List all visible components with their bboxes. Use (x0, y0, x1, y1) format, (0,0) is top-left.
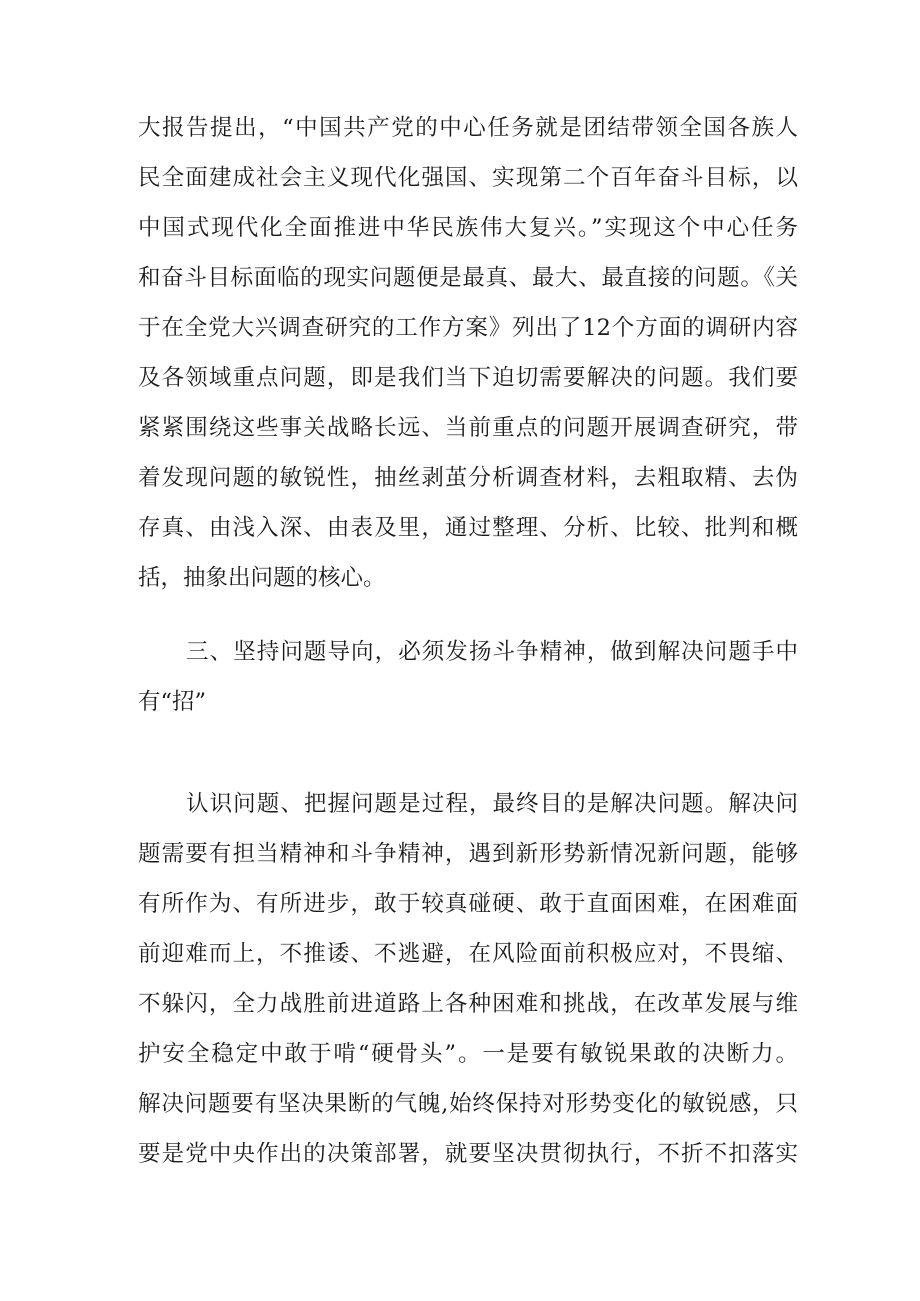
heading-line: 三、坚持问题导向，必须发扬斗争精神，做到解决问题手中 (186, 639, 798, 665)
paragraph-line: 护安全稳定中敢于啃“硬骨头”。一是要有敏锐果敢的决断力。 (138, 1041, 798, 1067)
paragraph-line: 于在全党大兴调查研究的工作方案》列出了12个方面的调研内容 (138, 315, 798, 341)
heading-line: 有“招” (138, 689, 207, 715)
paragraph-line: 着发现问题的敏锐性，抽丝剥茧分析调查材料，去粗取精、去伪 (138, 465, 798, 491)
paragraph-line: 要是党中央作出的决策部署，就要坚决贯彻执行，不折不扣落实 (138, 1141, 798, 1167)
paragraph-line: 解决问题要有坚决果断的气魄,始终保持对形势变化的敏锐感，只 (138, 1091, 798, 1117)
paragraph-line: 括，抽象出问题的核心。 (138, 565, 386, 591)
paragraph-line: 紧紧围绕这些事关战略长远、当前重点的问题开展调查研究，带 (138, 415, 798, 441)
paragraph-line: 不躲闪，全力战胜前进道路上各种困难和挑战，在改革发展与维 (138, 991, 798, 1017)
paragraph-line: 民全面建成社会主义现代化强国、实现第二个百年奋斗目标，以 (138, 165, 798, 191)
paragraph-line: 存真、由浅入深、由表及里，通过整理、分析、比较、批判和概 (138, 515, 798, 541)
paragraph-line: 题需要有担当精神和斗争精神，遇到新形势新情况新问题，能够 (138, 841, 798, 867)
paragraph-line: 及各领域重点问题，即是我们当下迫切需要解决的问题。我们要 (138, 365, 798, 391)
paragraph-line: 认识问题、把握问题是过程，最终目的是解决问题。解决问 (186, 791, 798, 817)
paragraph-line: 中国式现代化全面推进中华民族伟大复兴。”实现这个中心任务 (138, 215, 798, 241)
paragraph-line: 大报告提出，“中国共产党的中心任务就是团结带领全国各族人 (138, 115, 798, 141)
paragraph-line: 前迎难而上，不推诿、不逃避，在风险面前积极应对，不畏缩、 (138, 941, 798, 967)
paragraph-line: 和奋斗目标面临的现实问题便是最真、最大、最直接的问题。《关 (138, 265, 798, 291)
paragraph-line: 有所作为、有所进步，敢于较真碰硬、敢于直面困难，在困难面 (138, 891, 798, 917)
